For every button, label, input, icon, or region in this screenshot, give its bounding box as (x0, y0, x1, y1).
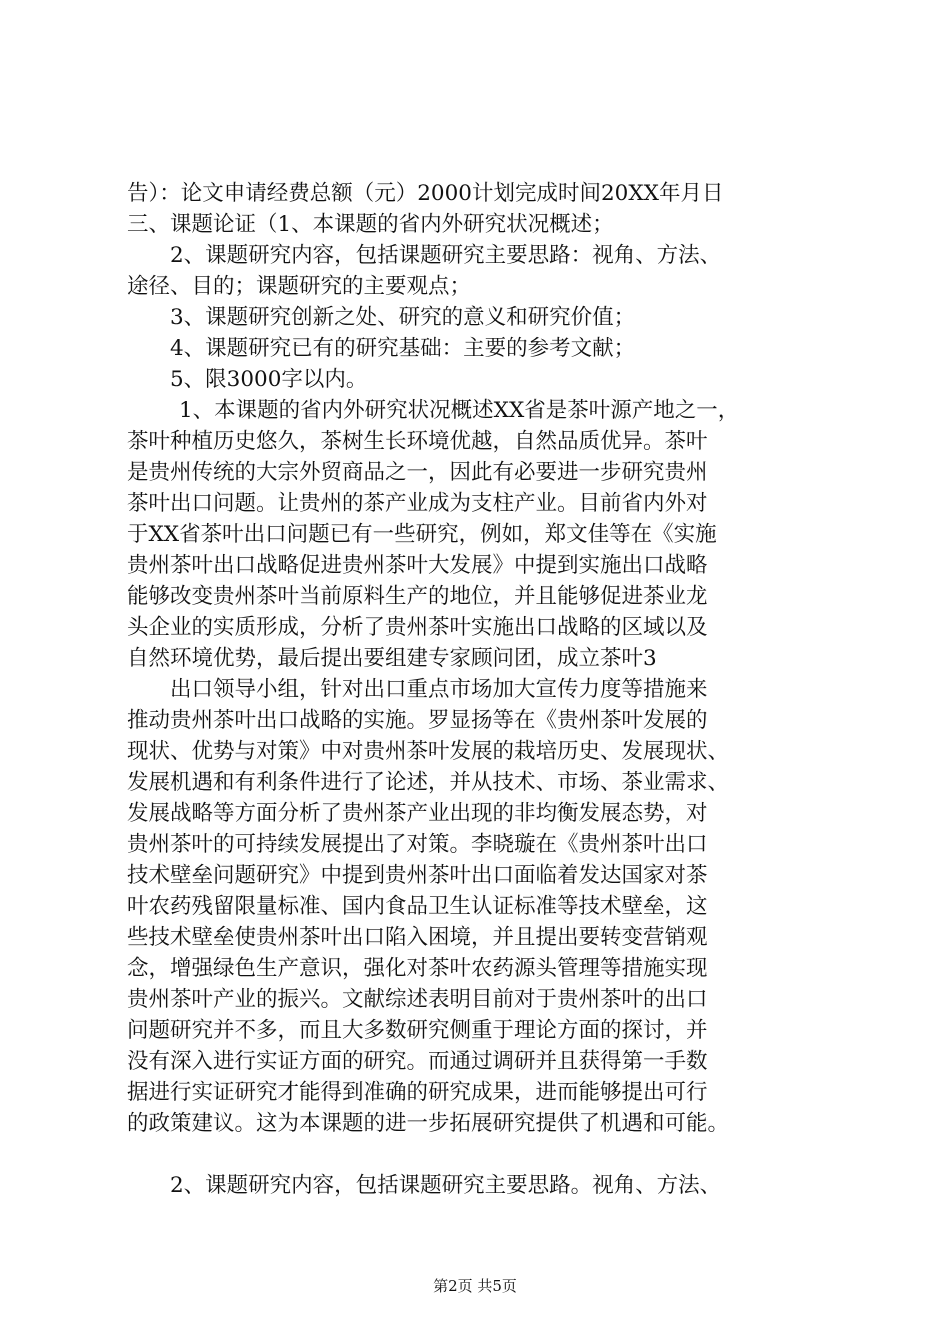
document-body (127, 178, 842, 1201)
text-line: 茶叶种植历史悠久，茶树生长环境优越，自然品质优异。茶叶 (127, 429, 708, 454)
text-line: 4、课题研究已有的研究基础：主要的参考文献； (170, 336, 636, 361)
text-line: 问题研究并不多，而且大多数研究侧重于理论方面的探讨，并 (127, 1018, 708, 1043)
text-line: 发展机遇和有利条件进行了论述，并从技术、市场、茶业需求、 (127, 770, 730, 795)
text-line: 没有深入进行实证方面的研究。而通过调研并且获得第一手数 (127, 1049, 708, 1074)
text-line: 1、本课题的省内外研究状况概述XX省是茶叶源产地之一， (179, 398, 740, 423)
text-line: 2、课题研究内容，包括课题研究主要思路：视角、方法、 (170, 243, 722, 268)
text-line: 能够改变贵州茶叶当前原料生产的地位，并且能够促进茶业龙 (127, 584, 708, 609)
text-line: 头企业的实质形成，分析了贵州茶叶实施出口战略的区域以及 (127, 615, 708, 640)
page-footer: 第2页 共5页 (433, 1277, 517, 1295)
text-line: 茶叶出口问题。让贵州的茶产业成为支柱产业。目前省内外对 (127, 491, 708, 516)
text-line: 些技术壁垒使贵州茶叶出口陷入困境，并且提出要转变营销观 (127, 925, 708, 950)
text-line: 贵州茶叶产业的振兴。文献综述表明目前对于贵州茶叶的出口 (127, 987, 708, 1012)
text-line: 途径、目的；课题研究的主要观点； (127, 274, 472, 299)
text-line: 技术壁垒问题研究》中提到贵州茶叶出口面临着发达国家对茶 (127, 863, 708, 888)
paragraph-gap (127, 1139, 842, 1170)
text-line: 推动贵州茶叶出口战略的实施。罗显扬等在《贵州茶叶发展的 (127, 708, 708, 733)
text-line: 告）：论文申请经费总额（元）2000计划完成时间20XX年月日 (127, 181, 724, 206)
text-line: 是贵州传统的大宗外贸商品之一，因此有必要进一步研究贵州 (127, 460, 708, 485)
text-line: 贵州茶叶出口战略促进贵州茶叶大发展》中提到实施出口战略 (127, 553, 708, 578)
text-line: 发展战略等方面分析了贵州茶产业出现的非均衡发展态势，对 (127, 801, 708, 826)
text-line: 出口领导小组，针对出口重点市场加大宣传力度等措施来 (170, 677, 708, 702)
text-line: 自然环境优势，最后提出要组建专家顾问团，成立茶叶3 (127, 646, 657, 671)
text-line: 5、限3000字以内。 (170, 367, 368, 392)
text-line: 叶农药残留限量标准、国内食品卫生认证标准等技术壁垒，这 (127, 894, 708, 919)
text-line: 三、课题论证（1、本课题的省内外研究状况概述； (127, 212, 614, 237)
text-line: 贵州茶叶的可持续发展提出了对策。李晓璇在《贵州茶叶出口 (127, 832, 708, 857)
text-line: 念，增强绿色生产意识，强化对茶叶农药源头管理等措施实现 (127, 956, 708, 981)
text-line: 据进行实证研究才能得到准确的研究成果，进而能够提出可行 (127, 1080, 708, 1105)
text-line: 现状、优势与对策》中对贵州茶叶发展的栽培历史、发展现状、 (127, 739, 730, 764)
text-line: 于XX省茶叶出口问题已有一些研究，例如，郑文佳等在《实施 (127, 522, 717, 547)
text-line: 3、课题研究创新之处、研究的意义和研究价值； (170, 305, 636, 330)
text-line: 的政策建议。这为本课题的进一步拓展研究提供了机遇和可能。 (127, 1111, 730, 1136)
text-line: 2、课题研究内容，包括课题研究主要思路。视角、方法、 (170, 1173, 722, 1198)
